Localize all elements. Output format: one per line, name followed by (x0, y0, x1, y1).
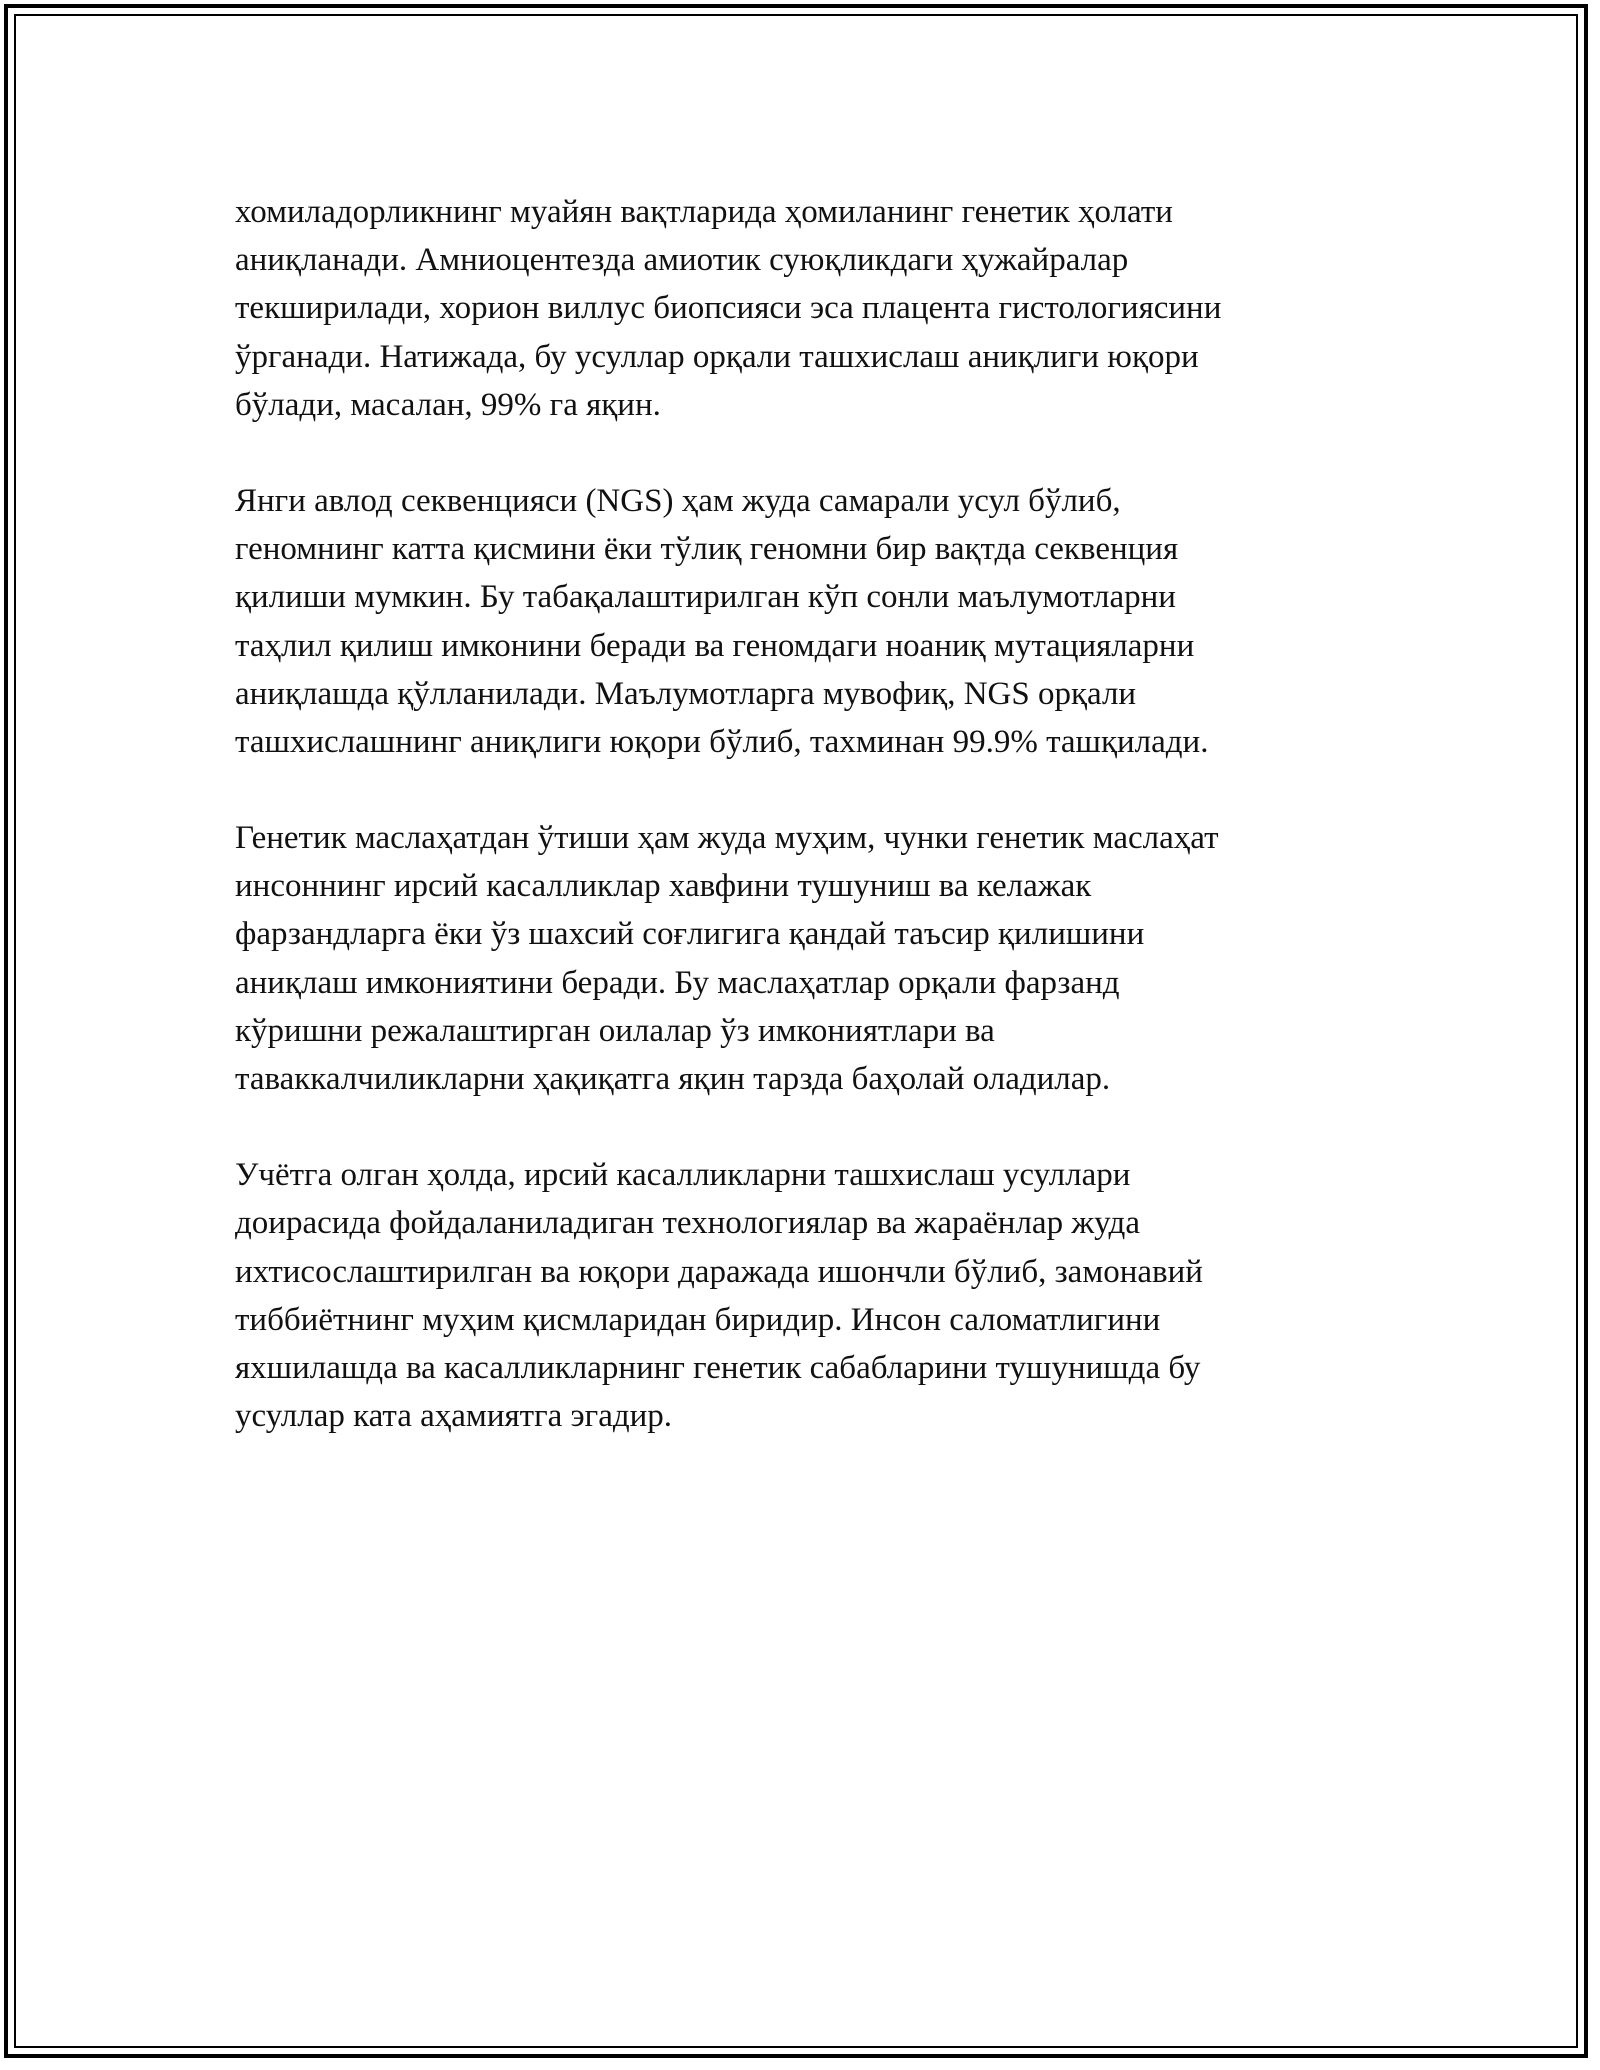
paragraph-genetic-counseling (235, 814, 1345, 1103)
document-body (235, 188, 1345, 1488)
text-line: қилиши мумкин. Бу табақалаштирилган кўп сонли маълумотларни (235, 579, 1176, 616)
text-line: инсоннинг ирсий касалликлар хавфини тушуниш ва келажак (235, 868, 1092, 905)
text-line: аниқланади. Амниоцентезда амиотик суюқликдаги ҳужайралар (235, 242, 1129, 279)
text-line: ихтисослаштирилган ва юқори даражада ишончли бўлиб, замонавий (235, 1253, 1203, 1290)
text-line: аниқлашда қўлланилади. Маълумотларга мувофиқ, NGS орқали (235, 675, 1137, 712)
paragraph-conclusion (235, 1151, 1345, 1440)
text-line: Генетик маслаҳатдан ўтиши ҳам жуда муҳим, чунки генетик маслаҳат (235, 820, 1219, 857)
text-line: геномнинг катта қисмини ёки тўлиқ геномни бир вақтда секвенция (235, 531, 1179, 568)
text-line: ташхислашнинг аниқлиги юқори бўлиб, тахминан 99.9% ташқилади. (235, 723, 1209, 760)
text-line: таваккалчиликларни ҳақиқатга яқин тарзда баҳолай оладилар. (235, 1061, 1111, 1097)
text-line: фарзандларга ёки ўз шахсий соғлигига қандай таъсир қилишини (235, 916, 1145, 953)
text-line: тиббиётнинг муҳим қисмларидан биридир. Инсон саломатлигини (235, 1301, 1161, 1338)
text-line: усуллар ката аҳамиятга эгадир. (235, 1398, 673, 1435)
text-line: аниқлаш имкониятини беради. Бу маслаҳатлар орқали фарзанд (235, 964, 1120, 1001)
text-line: ўрганади. Натижада, бу усуллар орқали ташхислаш аниқлиги юқори (235, 338, 1199, 375)
text-line: хомиладорликнинг муайян вақтларида ҳомиланинг генетик ҳолати (235, 194, 1173, 230)
text-line: яхшилашда ва касалликларнинг генетик сабабларини тушунишда бу (235, 1349, 1201, 1386)
paragraph-prenatal-diagnosis (235, 188, 1345, 429)
text-line: Янги авлод секвенцияси (NGS) ҳам жуда самарали усул бўлиб, (235, 482, 1121, 519)
paragraph-ngs (235, 477, 1345, 766)
text-line: текширилади, хорион виллус биопсияси эса плацента гистологиясини (235, 290, 1222, 327)
text-line: кўришни режалаштирган оилалар ўз имкониятлари ва (235, 1012, 995, 1049)
text-line: доирасида фойдаланиладиган технологиялар ва жараёнлар жуда (235, 1205, 1140, 1242)
text-line: Учётга олган ҳолда, ирсий касалликларни ташхислаш усуллари (235, 1157, 1131, 1194)
text-line: таҳлил қилиш имконини беради ва геномдаги ноаниқ мутацияларни (235, 627, 1195, 664)
text-line: бўлади, масалан, 99% га яқин. (235, 386, 661, 423)
